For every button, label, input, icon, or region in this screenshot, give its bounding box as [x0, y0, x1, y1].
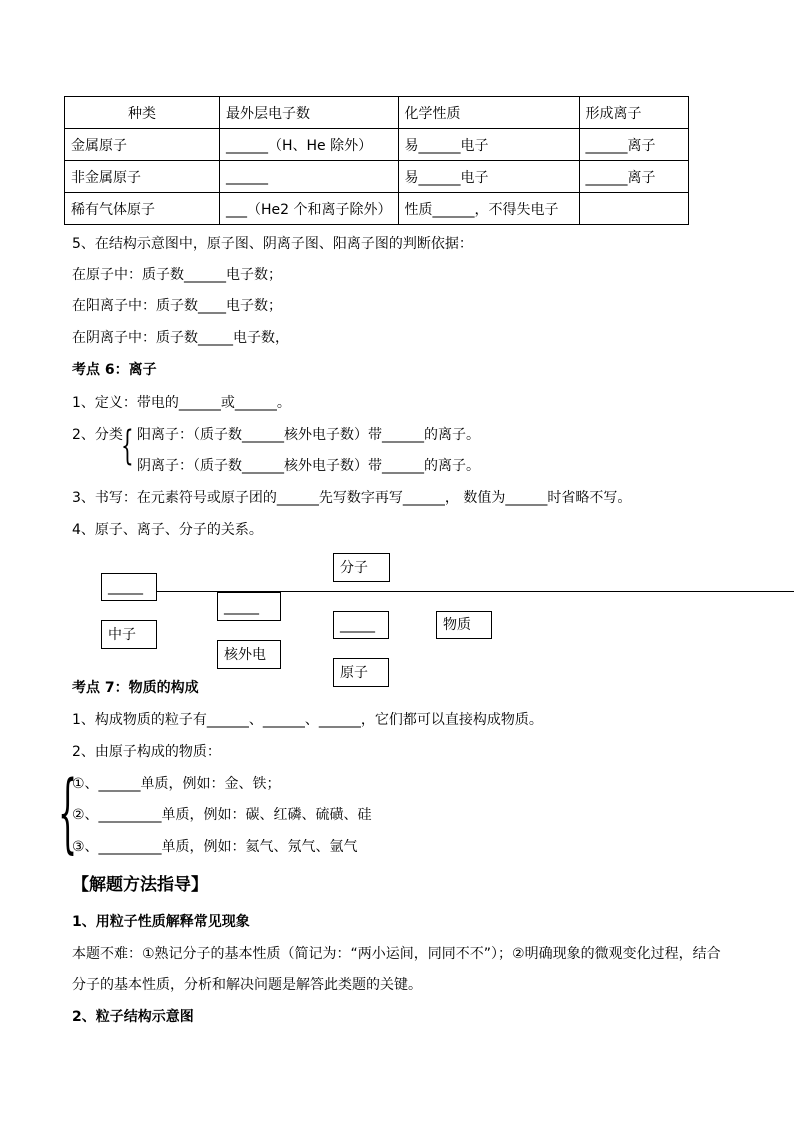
guide-h2: 2、粒子结构示意图	[72, 1009, 194, 1025]
table-cell: ______离子	[579, 129, 688, 161]
kp6-heading: 考点 6：离子	[72, 362, 157, 378]
brace-icon: {	[121, 423, 134, 469]
diagram-box-blank: _____	[333, 611, 389, 639]
diagram-box-electron: 核外电	[217, 640, 281, 669]
table-cell: 形成离子	[579, 97, 688, 129]
guide-h1: 1、用粒子性质解释常见现象	[72, 914, 250, 930]
table-cell: 金属原子	[65, 129, 220, 161]
kp6-definition: 1、定义：带电的______或______。	[72, 395, 291, 411]
section5-cation: 在阳离子中：质子数____电子数；	[72, 298, 282, 314]
table-cell: ______（H、He 除外）	[220, 129, 399, 161]
table-row	[65, 193, 689, 225]
table-cell	[579, 193, 688, 225]
diagram-box-blank: _____	[217, 592, 281, 621]
kp7-item1: 1、构成物质的粒子有______、______、______，它们都可以直接构成物质。	[72, 712, 543, 728]
table-row	[65, 129, 689, 161]
kp6-classification-label: 2、分类	[72, 427, 123, 443]
table-cell: 种类	[65, 97, 220, 129]
section5-title: 5、在结构示意图中，原子图、阴离子图、阳离子图的判断依据：	[72, 236, 473, 252]
table-cell: 性质______，不得失电子	[398, 193, 579, 225]
section5-anion: 在阴离子中：质子数_____电子数，	[72, 330, 289, 346]
table-header-row	[65, 97, 689, 129]
table-row	[65, 161, 689, 193]
diagram-box-neutron: 中子	[101, 620, 157, 649]
table-cell: ______	[220, 161, 399, 193]
table-cell: 化学性质	[398, 97, 579, 129]
table-cell: ___（He2 个和离子除外）	[220, 193, 399, 225]
kp7-heading: 考点 7：物质的构成	[72, 680, 199, 696]
kp7-item2: 2、由原子构成的物质：	[72, 744, 221, 760]
kp6-anion: 阴离子：（质子数______核外电子数）带______的离子。	[137, 458, 480, 474]
atom-properties-table	[64, 96, 689, 225]
table-cell: 最外层电子数	[220, 97, 399, 129]
table-cell: 易______电子	[398, 129, 579, 161]
brace-icon: {	[58, 763, 78, 863]
kp6-cation: 阳离子：（质子数______核外电子数）带______的离子。	[137, 427, 480, 443]
guide-heading: 【解题方法指导】	[72, 875, 208, 895]
kp6-writing: 3、书写：在元素符号或原子团的______先写数字再写______， 数值为______时省略不写。	[72, 490, 632, 506]
kp7-sub1: ①、______单质，例如：金、铁；	[72, 776, 281, 792]
table-cell: 易______电子	[398, 161, 579, 193]
guide-p1-line1: 本题不难：①熟记分子的基本性质（简记为：“两小运间，同同不不”）；②明确现象的微观变化过程，结合	[72, 946, 721, 962]
kp6-relation: 4、原子、离子、分子的关系。	[72, 522, 263, 538]
table-cell: 非金属原子	[65, 161, 220, 193]
diagram-box-atom: 原子	[333, 658, 389, 687]
kp7-sub2: ②、_________单质，例如：碳、红磷、硫磺、硅	[72, 807, 372, 823]
diagram-box-blank: _____	[101, 573, 157, 601]
table-cell: 稀有气体原子	[65, 193, 220, 225]
kp7-sub3: ③、_________单质，例如：氦气、氖气、氩气	[72, 839, 358, 855]
guide-p1-line2: 分子的基本性质，分析和解决问题是解答此类题的关键。	[72, 977, 422, 993]
table-cell: ______离子	[579, 161, 688, 193]
section5-atom: 在原子中：质子数______电子数；	[72, 267, 282, 283]
diagram-box-molecule: 分子	[333, 553, 390, 582]
diagram-box-substance: 物质	[436, 611, 492, 639]
